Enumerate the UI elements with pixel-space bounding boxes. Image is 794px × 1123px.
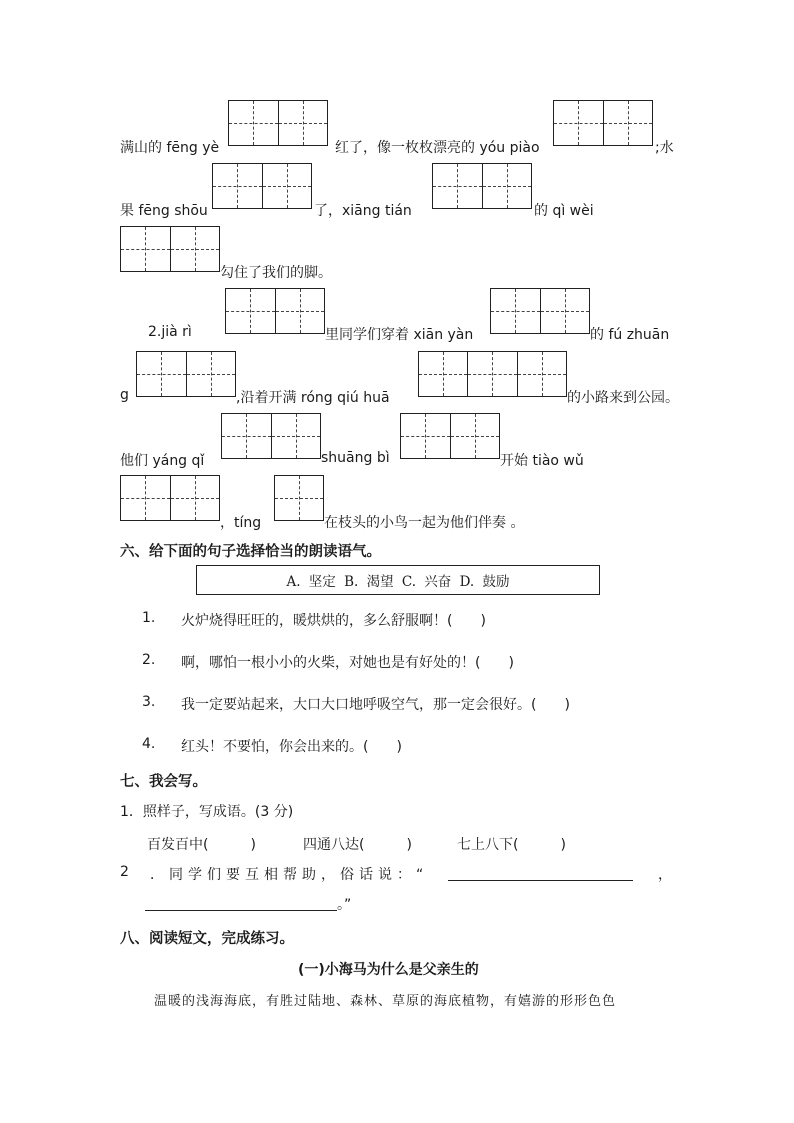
line5-end: 的小路来到公园。: [567, 390, 679, 406]
section-6-heading: 六、给下面的句子选择恰当的朗读语气。: [120, 544, 381, 560]
question-6-4[interactable]: 红头！不要怕，你会出来的。( ): [181, 739, 402, 755]
line4-start: 2.jià rì: [148, 324, 192, 340]
line5-middle: ,沿着开满 róng qiú huā: [236, 390, 390, 406]
line2-start: 果 fēng shōu: [120, 203, 208, 219]
question-6-1-number: 1.: [142, 610, 156, 626]
question-7-2-end: 。”: [337, 897, 352, 913]
question-7-2-comma: ，: [658, 867, 672, 883]
writing-box-shuang-bi[interactable]: [400, 413, 500, 459]
question-6-2-number: 2.: [142, 652, 156, 668]
writing-box-xian-yan[interactable]: [490, 288, 590, 334]
line7-start: ，tíng: [220, 515, 262, 531]
line1-end: ;水: [655, 140, 674, 156]
writing-box-xiang-tian[interactable]: [432, 163, 532, 209]
line1-middle: 红了，像一枚枚漂亮的 yóu piào: [335, 140, 540, 156]
question-7-1: 1．照样子，写成语。(3 分): [120, 804, 294, 820]
line1-start: 满山的 fēng yè: [120, 140, 220, 156]
writing-box-you-piao[interactable]: [553, 100, 653, 146]
writing-box-rong-qiu-hua[interactable]: [418, 351, 567, 397]
idiom-2[interactable]: 四通八达( ): [303, 837, 412, 853]
idiom-3[interactable]: 七上八下( ): [457, 837, 566, 853]
writing-box-feng-ye[interactable]: [228, 100, 328, 146]
line3: 勾住了我们的脚。: [220, 265, 332, 281]
question-6-2[interactable]: 啊，哪怕一根小小的火柴，对她也是有好处的！( ): [181, 655, 514, 671]
proverb-blank-1[interactable]: [448, 880, 633, 881]
writing-box-yang-qi[interactable]: [221, 413, 321, 459]
line2-end: 的 qì wèi: [534, 203, 594, 219]
line6-end: 开始 tiào wǔ: [500, 453, 584, 469]
writing-box-tiao-wu[interactable]: [120, 475, 220, 521]
passage-title: (一)小海马为什么是父亲生的: [298, 962, 479, 978]
writing-box-jia-ri[interactable]: [225, 288, 325, 334]
question-6-3-number: 3.: [142, 694, 156, 710]
writing-box-qi-wei[interactable]: [120, 226, 220, 272]
writing-box-fu-zhuang[interactable]: [136, 351, 236, 397]
line6-middle: shuāng bì: [321, 450, 390, 466]
tone-options-box: [196, 565, 600, 595]
line6-start: 他们 yáng qǐ: [120, 453, 205, 469]
question-6-4-number: 4.: [142, 736, 156, 752]
question-6-1[interactable]: 火炉烧得旺旺的，暖烘烘的，多么舒服啊！( ): [181, 613, 486, 629]
proverb-blank-2[interactable]: [145, 910, 337, 911]
section-7-heading: 七、我会写。: [120, 774, 207, 790]
line5-start: g: [120, 387, 129, 403]
idiom-1[interactable]: 百发百中( ): [147, 837, 256, 853]
question-7-2-text: ．同学们要互相帮助，俗话说：“: [150, 867, 429, 883]
line4-end: 的 fú zhuān: [590, 327, 670, 343]
line7-end: 在枝头的小鸟一起为他们伴奏 。: [324, 515, 525, 531]
passage-text: 温暖的浅海海底，有胜过陆地、森林、草原的海底植物，有嬉游的形形色色: [154, 994, 617, 1009]
section-8-heading: 八、阅读短文，完成练习。: [120, 931, 294, 947]
writing-box-feng-shou[interactable]: [212, 163, 312, 209]
writing-box-ting[interactable]: [274, 475, 324, 521]
question-7-2-number: 2: [120, 864, 129, 880]
tone-options: A. 坚定 B. 渴望 C. 兴奋 D. 鼓励: [286, 574, 510, 590]
line4-middle: 里同学们穿着 xiān yàn: [325, 327, 474, 343]
line2-middle: 了，xiāng tián: [314, 203, 412, 219]
question-6-3[interactable]: 我一定要站起来，大口大口地呼吸空气，那一定会很好。( ): [181, 697, 570, 713]
